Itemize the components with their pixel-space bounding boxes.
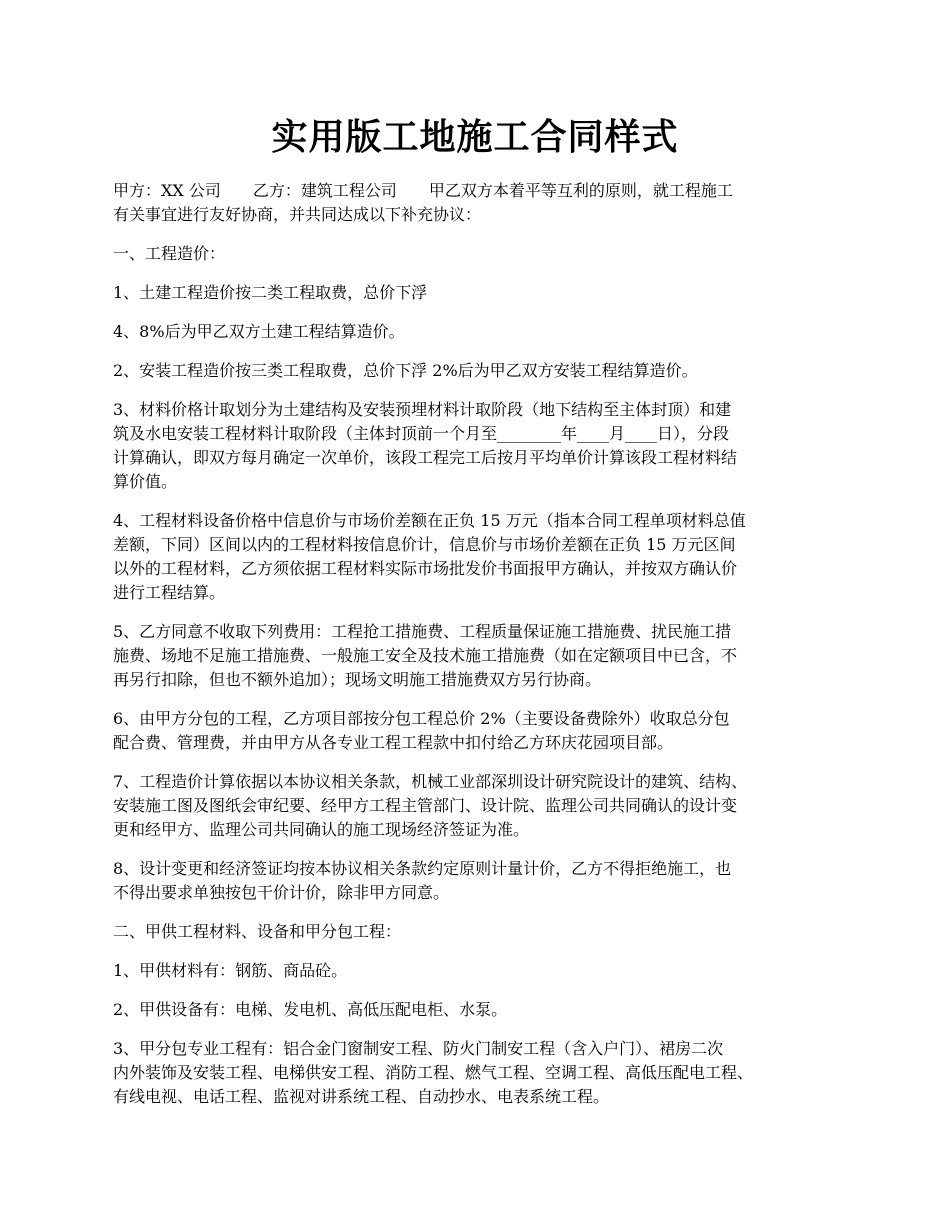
paragraph-line: 3、材料价格计取划分为土建结构及安装预埋材料计取阶段（地下结构至主体封顶）和建 bbox=[113, 400, 732, 419]
document-body bbox=[113, 179, 851, 1124]
paragraph-line: 不得出要求单独按包干价计价，除非甲方同意。 bbox=[113, 883, 450, 902]
paragraph bbox=[113, 998, 851, 1022]
paragraph bbox=[113, 179, 851, 227]
paragraph-line: 二、甲供工程材料、设备和甲分包工程： bbox=[113, 922, 402, 941]
paragraph bbox=[113, 959, 851, 983]
paragraph-line: 进行工程结算。 bbox=[113, 583, 226, 602]
paragraph bbox=[113, 620, 851, 692]
paragraph-line: 再另行扣除，但也不额外追加）；现场文明施工措施费双方另行协商。 bbox=[113, 670, 602, 689]
paragraph-line: 4、8%后为甲乙双方土建工程结算造价。 bbox=[113, 322, 405, 341]
paragraph-line: 6、由甲方分包的工程，乙方项目部按分包工程总价 2%（主要设备费除外）收取总分包 bbox=[113, 709, 730, 728]
paragraph-line: 以外的工程材料，乙方须依据工程材料实际市场批发价书面报甲方确认，并按双方确认价 bbox=[113, 559, 738, 578]
paragraph-line: 更和经甲方、监理公司共同确认的施工现场经济签证为准。 bbox=[113, 820, 530, 839]
paragraph-line: 安装施工图及图纸会审纪要、经甲方工程主管部门、设计院、监理公司共同确认的设计变 bbox=[113, 796, 738, 815]
paragraph-line: 甲方：XX 公司 乙方：建筑工程公司 甲乙双方本着平等互利的原则，就工程施工 bbox=[113, 181, 733, 200]
paragraph-line: 筑及水电安装工程材料计取阶段（主体封顶前一个月至________年____月____日），分段 bbox=[113, 424, 730, 443]
paragraph bbox=[113, 920, 851, 944]
paragraph-line: 1、甲供材料有：钢筋、商品砼。 bbox=[113, 961, 348, 980]
paragraph-line: 有线电视、电话工程、监视对讲系统工程、自动抄水、电表系统工程。 bbox=[113, 1087, 610, 1106]
paragraph-line: 一、工程造价： bbox=[113, 244, 226, 263]
document-title: 实用版工地施工合同样式 bbox=[271, 116, 679, 158]
paragraph-line: 5、乙方同意不收取下列费用：工程抢工措施费、工程质量保证施工措施费、扰民施工措 bbox=[113, 622, 732, 641]
paragraph bbox=[113, 1037, 851, 1109]
paragraph-line: 内外装饰及安装工程、电梯供安工程、消防工程、燃气工程、空调工程、高低压配电工程、 bbox=[113, 1063, 754, 1082]
paragraph-line: 有关事宜进行友好协商，并共同达成以下补充协议： bbox=[113, 205, 482, 224]
paragraph bbox=[113, 359, 851, 383]
paragraph-line: 2、安装工程造价按三类工程取费，总价下浮 2%后为甲乙双方安装工程结算造价。 bbox=[113, 361, 698, 380]
paragraph bbox=[113, 398, 851, 494]
paragraph bbox=[113, 509, 851, 605]
paragraph-line: 7、工程造价计算依据以本协议相关条款，机械工业部深圳设计研究院设计的建筑、结构、 bbox=[113, 772, 748, 791]
paragraph-line: 配合费、管理费，并由甲方从各专业工程工程款中扣付给乙方环庆花园项目部。 bbox=[113, 733, 674, 752]
paragraph-line: 差额，下同）区间以内的工程材料按信息价计，信息价与市场价差额在正负 15 万元区间 bbox=[113, 535, 736, 554]
paragraph bbox=[113, 770, 851, 842]
paragraph bbox=[113, 281, 851, 305]
paragraph bbox=[113, 707, 851, 755]
paragraph bbox=[113, 242, 851, 266]
paragraph-line: 2、甲供设备有：电梯、发电机、高低压配电柜、水泵。 bbox=[113, 1000, 508, 1019]
paragraph-line: 施费、场地不足施工措施费、一般施工安全及技术施工措施费（如在定额项目中已含，不 bbox=[113, 646, 738, 665]
paragraph-line: 4、工程材料设备价格中信息价与市场价差额在正负 15 万元（指本合同工程单项材料总值 bbox=[113, 511, 746, 530]
paragraph bbox=[113, 857, 851, 905]
paragraph-line: 1、土建工程造价按二类工程取费，总价下浮 bbox=[113, 283, 428, 302]
paragraph-line: 计算确认，即双方每月确定一次单价，该段工程完工后按月平均单价计算该段工程材料结 bbox=[113, 448, 738, 467]
paragraph-line: 8、设计变更和经济签证均按本协议相关条款约定原则计量计价，乙方不得拒绝施工，也 bbox=[113, 859, 732, 878]
paragraph-line: 3、甲分包专业工程有：铝合金门窗制安工程、防火门制安工程（含入户门）、裙房二次 bbox=[113, 1039, 724, 1058]
paragraph-line: 算价值。 bbox=[113, 472, 178, 491]
paragraph bbox=[113, 320, 851, 344]
